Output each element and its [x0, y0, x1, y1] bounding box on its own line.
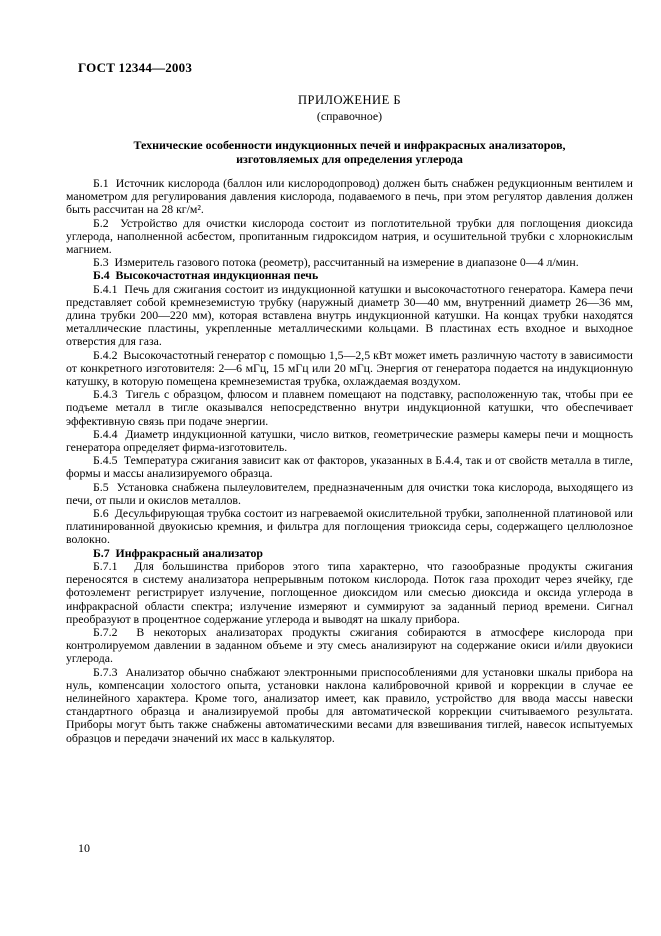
paragraph-b6: Б.6 Десульфирующая трубка состоит из нагреваемой окислительной трубки, заполненной платиновой или платинированной двуокисью кремния, и фильтра для поглощения триоксида серы, содержащего целлюлозное волокно.	[66, 506, 633, 547]
document-body	[66, 177, 633, 745]
section-heading-b4: Б.4 Высокочастотная индукционная печь	[93, 268, 319, 283]
appendix-block	[66, 93, 633, 124]
paragraph-b2: Б.2 Устройство для очистки кислорода состоит из поглотительной трубки для поглощения диоксида углерода, наполненной асбестом, пропитанным гидроксидом натрия, и осушительной трубки с хлорнокислым магнием.	[66, 215, 633, 257]
paragraph-b72: Б.7.2 В некоторых анализаторах продукты сжигания собираются в атмосфере кислорода при контролируемом давлении в заданном объеме и эту смесь анализируют на содержание окиси и/или двуокиси углерода.	[66, 624, 633, 666]
paragraph-b42: Б.4.2 Высокочастотный генератор с помощью 1,5—2,5 кВт может иметь различную частоту в зависимости от конкретного изготовителя: 2—6 мГц, 15 мГц или 20 мГц. Энергия от генератора подается на индукционную катушку, в которую помещена кремнеземистая трубка, охлаждаемая воздухом.	[66, 347, 633, 389]
paragraph-b5: Б.5 Установка снабжена пылеуловителем, предназначенным для очистки тока кислорода, выходящего из печи, от пыли и окислов металлов.	[66, 479, 633, 507]
page-number: 10	[78, 841, 90, 855]
appendix-title-line-2: изготовляемых для определения углерода	[236, 151, 463, 166]
paragraph-b71: Б.7.1 Для большинства приборов этого типа характерно, что газообразные продукты сжигания переносятся в систему анализатора непрерывным потоком кислорода. Поток газа проходит через ячейку, где фотоэлемент регистрирует излучение, поглощенное диоксидом или смесью диоксида и оксида углерода в инфракрасной области спектра; излучение измеряют и суммируют за заданный период времени. Сигнал преобразуют в процентное содержание углерода и выводят на шкалу прибора.	[66, 558, 633, 626]
paragraph-b44: Б.4.4 Диаметр индукционной катушки, число витков, геометрические размеры камеры печи и мощность генератора определяет фирма-изготовитель.	[66, 426, 633, 455]
paragraph-b45: Б.4.5 Температура сжигания зависит как от факторов, указанных в Б.4.4, так и от свойств металла в тигле, формы и массы анализируемого образца.	[66, 453, 633, 481]
paragraph-b3: Б.3 Измеритель газового потока (реометр), рассчитанный на измерение в диапазоне 0—4 л/мин.	[93, 255, 579, 270]
section-heading-b7: Б.7 Инфракрасный анализатор	[93, 545, 263, 560]
appendix-note: (справочное)	[316, 109, 383, 123]
paragraph-b1: Б.1 Источник кислорода (баллон или кислородопровод) должен быть снабжен редукционным вентилем и манометром для регулирования давления кислорода, подаваемого в печь, при этом регулятор давления должен быть рассчитан на 28 кг/м².	[66, 176, 633, 217]
paragraph-b41: Б.4.1 Печь для сжигания состоит из индукционной катушки и высокочастотного генератора. Камера печи представляет собой кремнеземистую трубку (наружный диаметр 30—40 мм, внутренний диаметр 26—36 мм, длина трубки 200—220 мм), которая вставлена внутрь индукционной катушки. На концах трубки находятся металлические пластины, укрепленные металлическими кольцами. В пластинах есть входное и выходное отверстия для газа.	[66, 281, 633, 349]
appendix-title	[66, 139, 633, 166]
appendix-title-line-1: Технические особенности индукционных печей и инфракрасных анализаторов,	[133, 138, 566, 152]
paragraph-b43: Б.4.3 Тигель с образцом, флюсом и плавнем помещают на подставку, расположенную так, чтобы при ее подъеме металл в тигле оказывался непосредственно внутри индукционной катушки, что обеспечивает эффективную связь при подаче энергии.	[66, 387, 633, 428]
paragraph-b73: Б.7.3 Анализатор обычно снабжают электронными приспособлениями для установки шкалы прибора на нуль, компенсации холостого опыта, установки наклона калибровочной кривой и коррекции в случае ее нелинейного характера. Кроме того, анализатор имеет, как правило, устройство для ввода массы навески стандартного образца и анализируемой пробы для автоматической коррекции считываемого результата. Приборы могут быть также снабжены автоматическими весами для взвешивания тиглей, навесок испытуемых образцов и передачи значений их масс в калькулятор.	[66, 664, 633, 745]
document-header: ГОСТ 12344—2003	[78, 60, 193, 75]
appendix-label: ПРИЛОЖЕНИЕ Б	[297, 93, 402, 107]
